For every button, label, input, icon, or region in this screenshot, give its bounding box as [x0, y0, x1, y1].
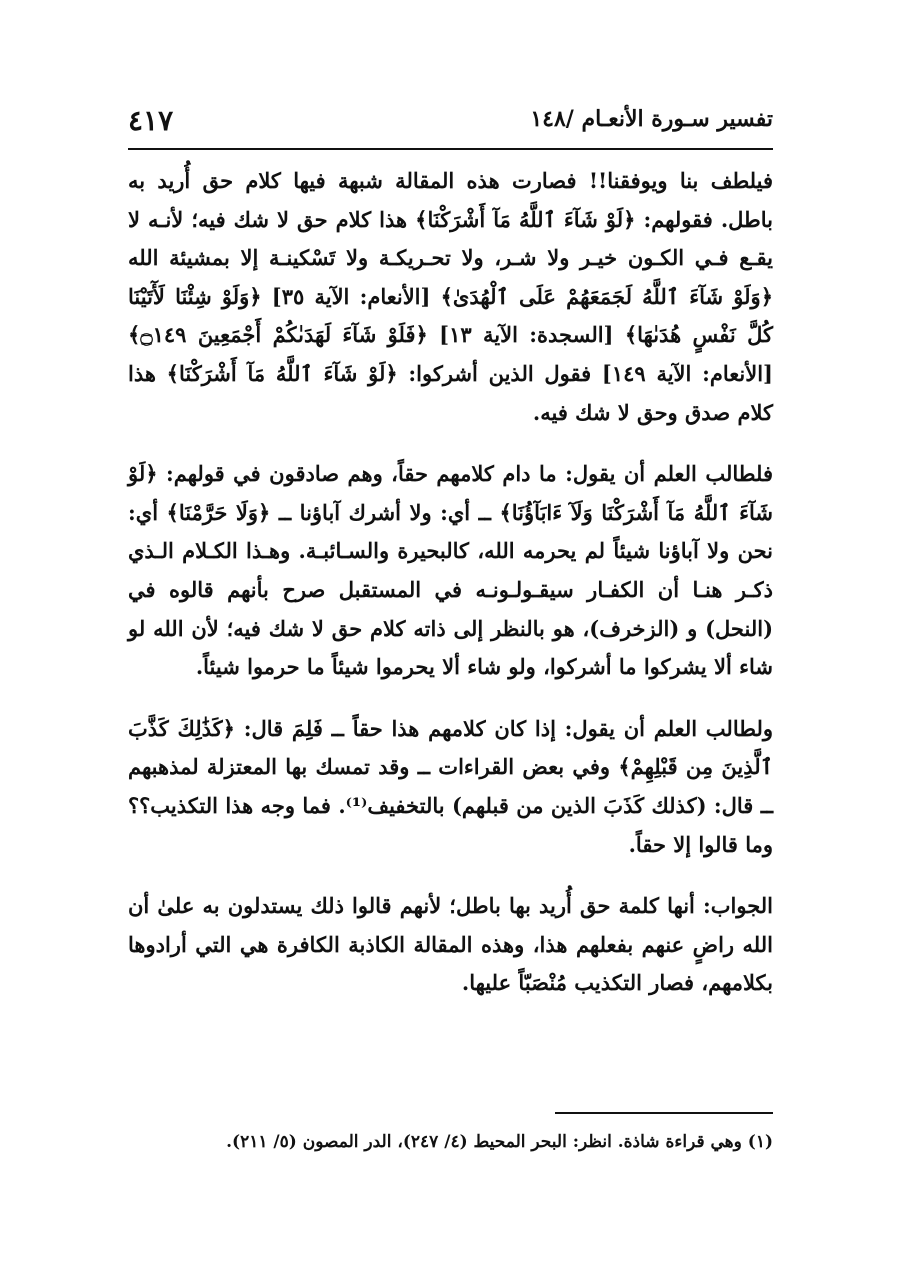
paragraph-2: فلطالب العلم أن يقول: ما دام كلامهم حقاً، وهم صادقون في قولهم: ﴿لَوْ شَآءَ ٱللَّهُ مَآ أَشْرَكْنَا وَلَآ ءَابَآؤُنَا﴾ ــ أي: ولا أشرك آباؤنا ــ ﴿وَلَا حَرَّمْنَا﴾ أي: نحن ولا آباؤنا شيئاً لم يحرمه الله، كالبحيرة والسـائبـة. وهـذا الكـلام الـذي ذكـر هنـا أن الكفـار سيقـولـونـه في المستقبل صرح بأنهم قالوه في (النحل) و (الزخرف)، هو بالنظر إلى ذاته كلام حق لا شك فيه؛ لأن الله لو شاء ألا يشركوا ما أشركوا، ولو شاء ألا يحرموا شيئاً ما حرموا شيئاً.	[128, 461, 773, 680]
footnote-divider	[555, 1112, 773, 1114]
paragraph-3: ولطالب العلم أن يقول: إذا كان كلامهم هذا حقاً ــ فَلِمَ قال: ﴿كَذَٰلِكَ كَذَّبَ ٱلَّذِينَ مِن قَبْلِهِمْ﴾ وفي بعض القراءات ــ وقد تمسك بها المعتزلة لمذهبهم ــ قال: (كذلك كَذَبَ الذين من قبلهم) بالتخفيف⁽¹⁾. فما وجه هذا التكذيب؟؟ وما قالوا إلا حقاً.	[128, 715, 774, 857]
running-header	[128, 104, 773, 144]
paragraph-4: الجواب: أنها كلمة حق أُريد بها باطل؛ لأنهم قالوا ذلك يستدلون به علىٰ أن الله راضٍ عنهم بفعلهم هذا، وهذه المقالة الكاذبة الكافرة هي التي أرادوها بكلامهم، فصار التكذيب مُنْصَبّاً عليها.	[128, 893, 773, 996]
header-divider	[128, 148, 773, 150]
main-text	[128, 162, 773, 1003]
footnote: (١) وهي قراءة شاذة. انظر: البحر المحيط (٤/ ٢٤٧)، الدر المصون (٥/ ٢١١).	[226, 1132, 773, 1152]
header-title: تفسير سـورة الأنعـام /١٤٨	[530, 106, 773, 132]
page-number: ٤١٧	[128, 104, 174, 137]
paragraph-1: فيلطف بنا ويوفقنا!! فصارت هذه المقالة شبهة فيها كلام حق أُريد به باطل. فقولهم: ﴿لَوْ شَآءَ ٱللَّهُ مَآ أَشْرَكْنَا﴾ هذا كلام حق لا شك فيه؛ لأنـه لا يقـع فـي الكـون خيـر ولا شـر، ولا تحـريكـة ولا تَسْكينـة إلا بمشيئة الله ﴿وَلَوْ شَآءَ ٱللَّهُ لَجَمَعَهُمْ عَلَى ٱلْهُدَىٰ﴾ [الأنعام: الآية ٣٥] ﴿وَلَوْ شِئْنَا لَأٓتَيْنَا كُلَّ نَفْسٍ هُدَىٰهَا﴾ [السجدة: الآية ١٣] ﴿فَلَوْ شَآءَ لَهَدَىٰكُمْ أَجْمَعِينَ ۝١٤٩﴾ [الأنعام: الآية ١٤٩] فقول الذين أشركوا: ﴿لَوْ شَآءَ ٱللَّهُ مَآ أَشْرَكْنَا﴾ هذا كلام صدق وحق لا شك فيه.	[128, 168, 773, 425]
